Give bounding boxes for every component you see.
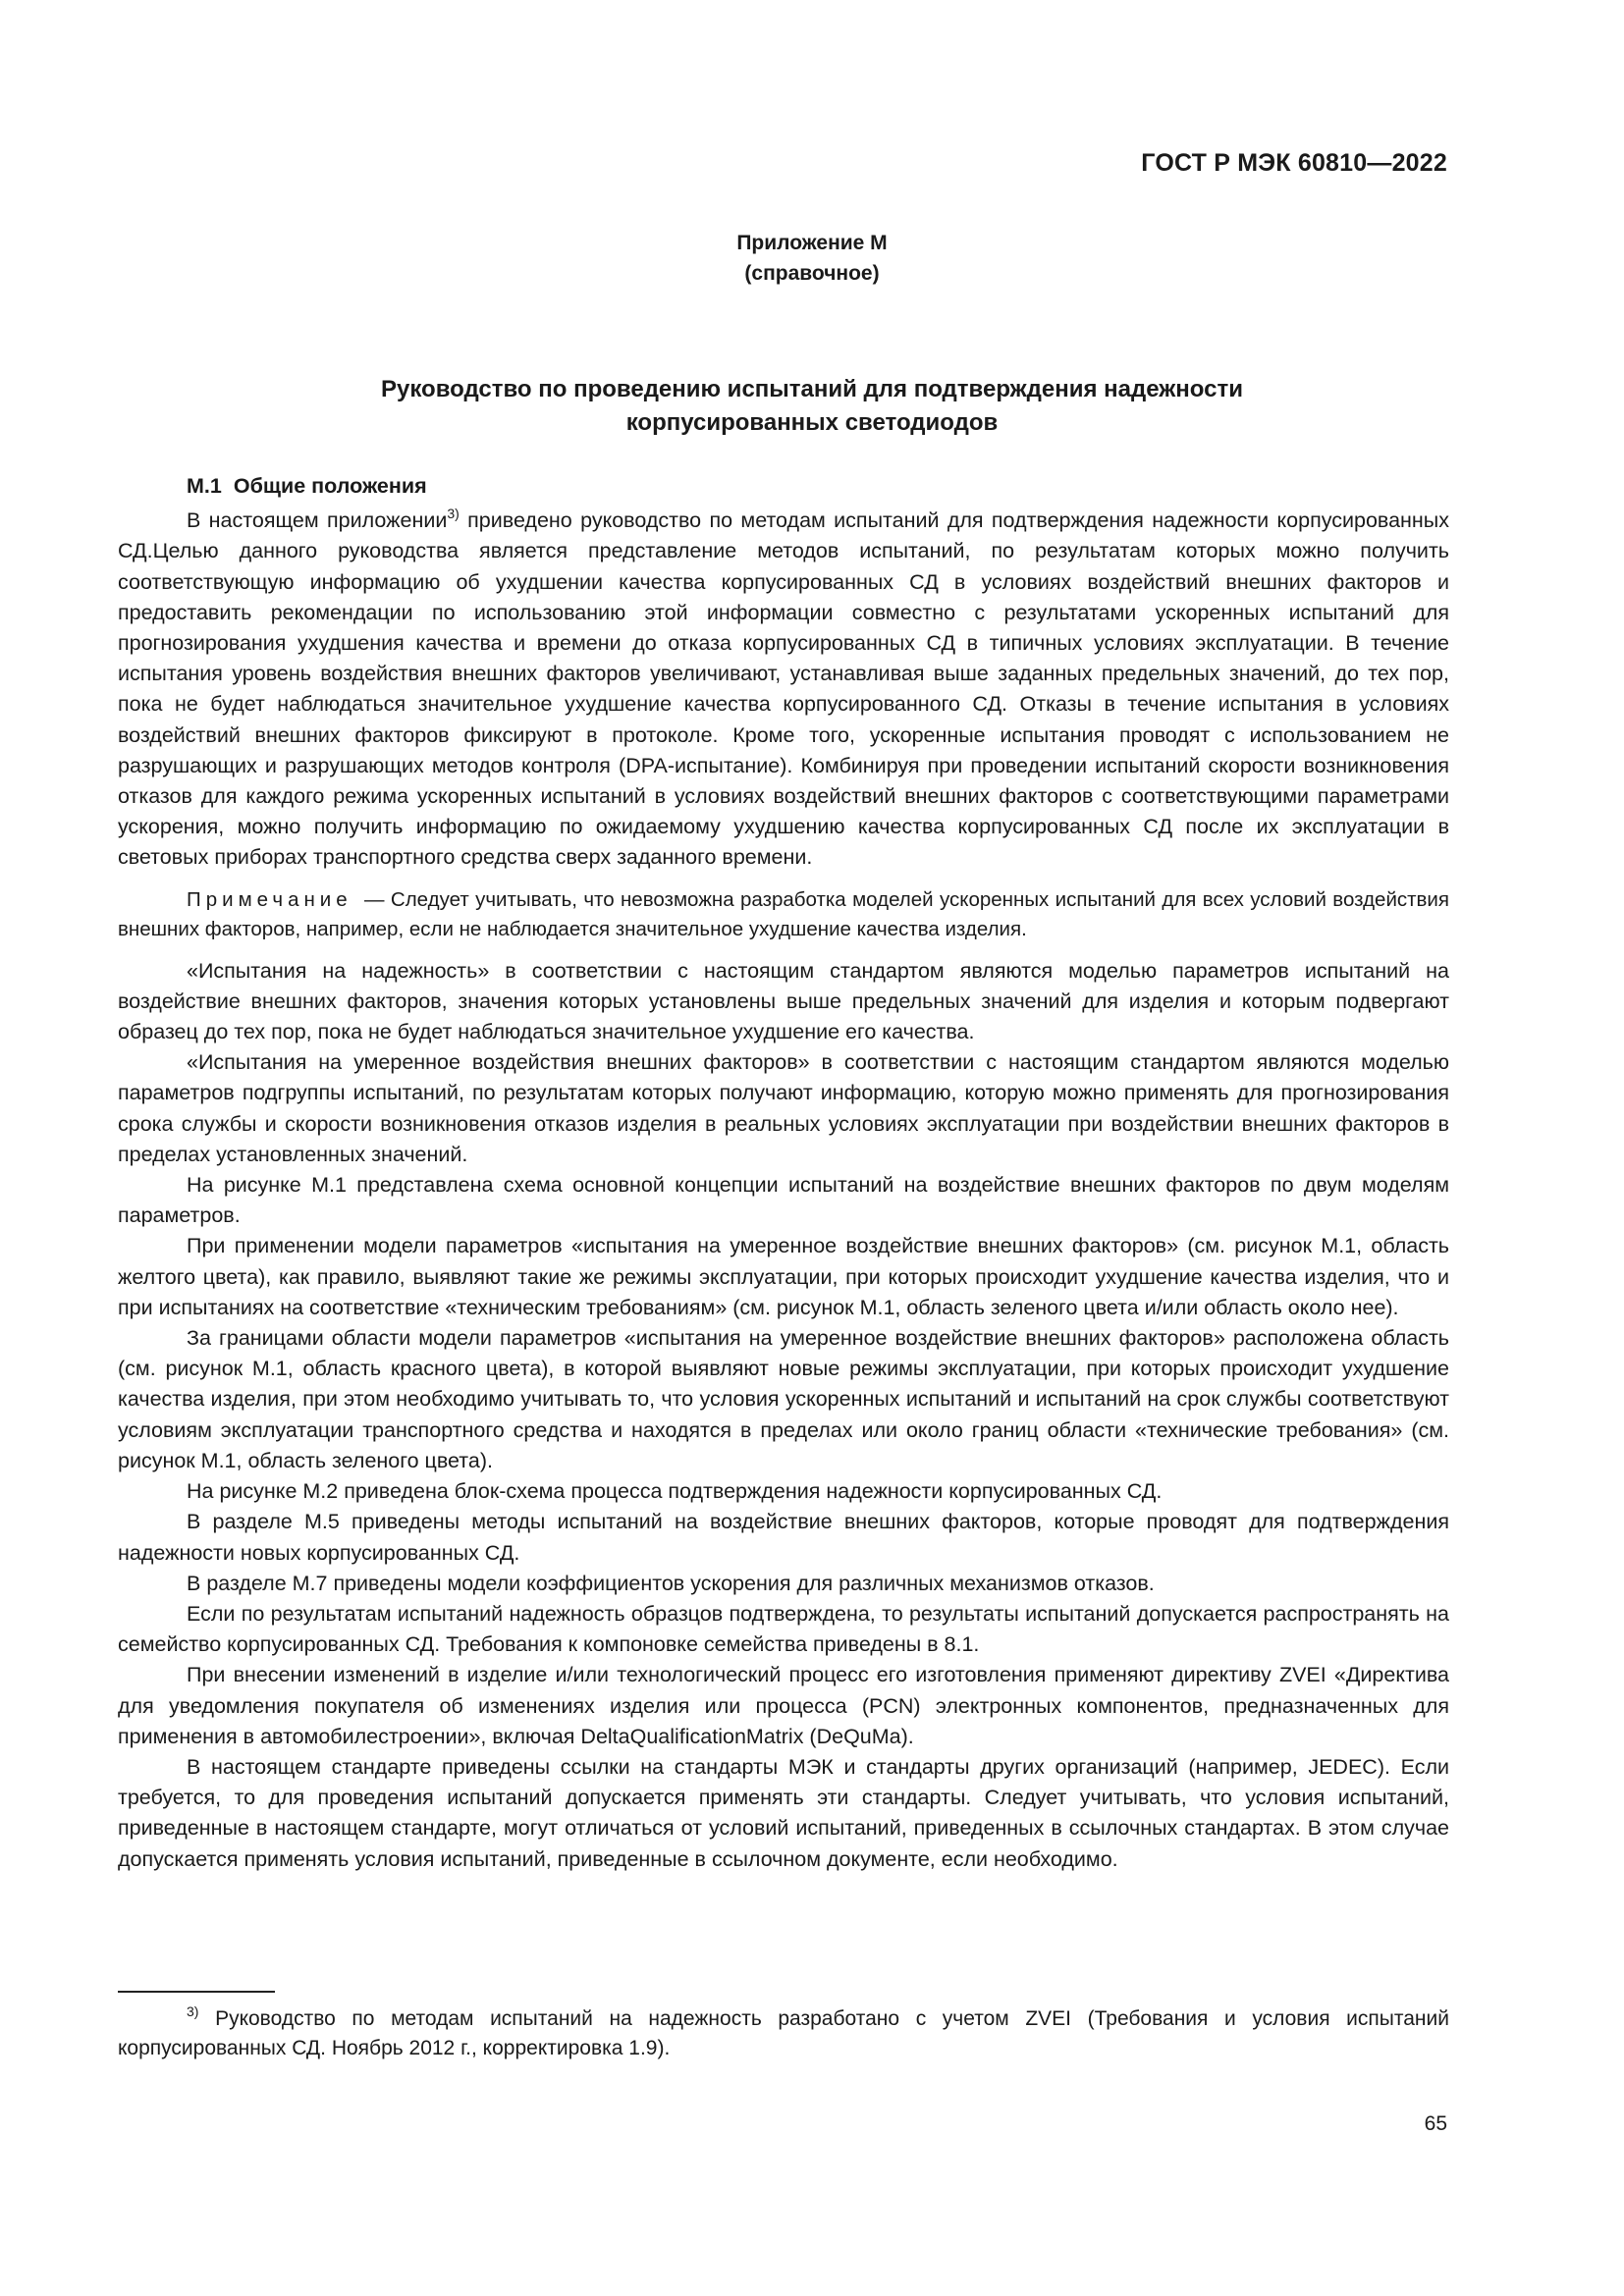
paragraph: В разделе М.7 приведены модели коэффициентов ускорения для различных механизмов отказов. bbox=[187, 1571, 1155, 1595]
document-title-line-2: корпусированных светодиодов bbox=[625, 409, 999, 436]
paragraph: Если по результатам испытаний надежность образцов подтверждена, то результаты испытаний допускается распространять на семейство корпусированных СД. Требования к компоновке семейства приведены в 8.1. bbox=[118, 1601, 1449, 1657]
appendix-heading bbox=[0, 228, 1624, 289]
paragraph: «Испытания на умеренное воздействия внешних факторов» в соответствии с настоящим стандартом являются моделью параметров подгруппы испытаний, по результатам которых получают информацию, которую можно применять для прогнозирования срока службы и скорости возникновения отказов изделия в реальных условиях эксплуатации при воздействии внешних факторов в пределах установленных значений. bbox=[118, 1050, 1449, 1166]
footnote-marker: 3) bbox=[187, 2003, 199, 2019]
note-text: — Следует учитывать, что невозможна разработка моделей ускоренных испытаний для всех условий воздействия внешних факторов, например, если не наблюдается значительное ухудшение качества изделия. bbox=[118, 887, 1449, 940]
paragraph: «Испытания на надежность» в соответствии с настоящим стандартом являются моделью параметров испытаний на воздействие внешних факторов, значения которых установлены выше предельных значений для изделия и которым подвергают образец до тех пор, пока не будет наблюдаться значительное ухудшение его качества. bbox=[118, 958, 1449, 1044]
footnote-reference[interactable]: 3) bbox=[447, 506, 460, 522]
section-heading bbox=[118, 471, 1449, 502]
main-content bbox=[118, 471, 1449, 1875]
document-title bbox=[0, 373, 1624, 440]
paragraph: В разделе М.5 приведены методы испытаний на воздействие внешних факторов, которые проводят для подтверждения надежности новых корпусированных СД. bbox=[118, 1510, 1449, 1565]
page-number: 65 bbox=[1424, 2112, 1447, 2135]
section-title: Общие положения bbox=[233, 474, 427, 498]
intro-text-start: В настоящем приложении bbox=[187, 508, 448, 533]
appendix-subtitle: (справочное) bbox=[744, 262, 880, 285]
note-label: Примечание bbox=[187, 887, 352, 911]
paragraph: На рисунке М.2 приведена блок-схема процесса подтверждения надежности корпусированных СД. bbox=[187, 1479, 1163, 1504]
intro-text-rest: приведено руководство по методам испытаний для подтверждения надежности корпусированных СД.Целью данного руководства является представление методов испытаний, по результатам которых можно получить соответствующую информацию об ухудшении качества корпусированных СД в условиях воздействий внешних факторов и предоставить рекомендации по использованию этой информации совместно с результатами ускоренных испытаний для прогнозирования ухудшения качества и времени до отказа корпусированных СД в типичных условиях эксплуатации. В течение испытания уровень воздействия внешних факторов увеличивают, устанавливая выше заданных предельных значений, до тех пор, пока не будет наблюдаться значительное ухудшение качества корпусированного СД. Отказы в течение испытания в условиях воздействий внешних факторов фиксируют в протоколе. Кроме того, ускоренные испытания проводят с использованием не разрушающих и разрушающих методов контроля (DPA-испытание). Комбинируя при проведении испытаний скорости возникновения отказов для каждого режима ускоренных испытаний в условиях воздействий внешних факторов с соответствующими параметрами ускорения, можно получить информацию по ожидаемому ухудшению качества корпусированных СД после их эксплуатации в световых приборах транспортного средства сверх заданного времени. bbox=[118, 508, 1449, 870]
document-title-line-1: Руководство по проведению испытаний для подтверждения надежности bbox=[380, 376, 1243, 402]
section-number: М.1 bbox=[187, 474, 222, 498]
paragraph: При внесении изменений в изделие и/или технологический процесс его изготовления применяют директиву ZVEI «Директива для уведомления покупателя об изменениях изделия или процесса (PCN) электронных компонентов, предназначенных для применения в автомобилестроении», включая DeltaQualificationMatrix (DeQuMa). bbox=[118, 1663, 1449, 1748]
footnote bbox=[118, 2004, 1449, 2063]
paragraph: В настоящем стандарте приведены ссылки на стандарты МЭК и стандарты других организаций (например, JEDEC). Если требуется, то для проведения испытаний допускается применять эти стандарты. Следует учитывать, что условия испытаний, приведенные в настоящем стандарте, могут отличаться от условий испытаний, приведенных в ссылочных стандартах. В этом случае допускается применять условия испытаний, приведенные в ссылочном документе, если необходимо. bbox=[118, 1754, 1449, 1871]
footnote-divider bbox=[118, 1991, 275, 1993]
note-paragraph bbox=[118, 885, 1449, 944]
paragraph: На рисунке М.1 представлена схема основной концепции испытаний на воздействие внешних факторов по двум моделям параметров. bbox=[118, 1173, 1449, 1228]
footnote-text: Руководство по методам испытаний на надежность разработано с учетом ZVEI (Требования и условия испытаний корпусированных СД. Ноябрь 2012 г., корректировка 1.9). bbox=[118, 2007, 1449, 2059]
paragraph: При применении модели параметров «испытания на умеренное воздействие внешних факторов» (см. рисунок М.1, область желтого цвета), как правило, выявляют такие же режимы эксплуатации, при которых происходит ухудшение качества изделия, что и при испытаниях на соответствие «техническим требованиям» (см. рисунок М.1, область зеленого цвета и/или область около нее). bbox=[118, 1234, 1449, 1319]
intro-paragraph bbox=[118, 506, 1449, 873]
appendix-title: Приложение М bbox=[736, 232, 888, 254]
paragraph: За границами области модели параметров «испытания на умеренное воздействие внешних факторов» расположена область (см. рисунок М.1, область красного цвета), в которой выявляют новые режимы эксплуатации, при которых происходит ухудшение качества изделия, при этом необходимо учитывать то, что условия ускоренных испытаний и испытаний на срок службы соответствуют условиям эксплуатации транспортного средства и находятся в пределах или около границ области «технические требования» (см. рисунок М.1, область зеленого цвета). bbox=[118, 1326, 1449, 1472]
standard-code: ГОСТ Р МЭК 60810—2022 bbox=[1141, 149, 1447, 177]
